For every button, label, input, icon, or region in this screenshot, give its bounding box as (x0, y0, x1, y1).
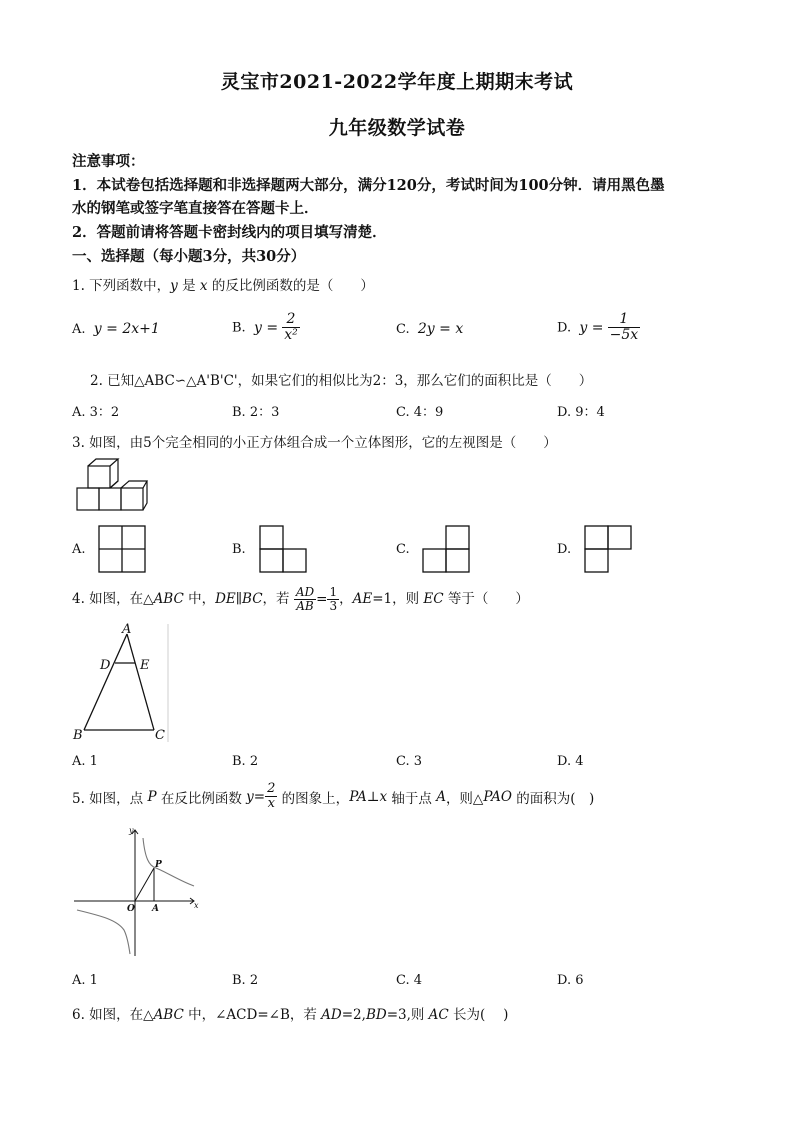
notes-line-1: 1．本试卷包括选择题和非选择题两大部分，满分120分，考试时间为100分钟．请用黑色墨 (72, 177, 665, 194)
q3-option-b: B. (232, 542, 246, 557)
notes-line-1b: 水的钢笔或签字笔直接答在答题卡上． (72, 200, 319, 217)
q5-axis-y-label: y (129, 826, 134, 835)
q2-option-c: C. 4：9 (396, 405, 444, 420)
q6-stem: 6. 如图，在△ABC 中，∠ACD=∠B，若 AD=2,BD=3,则 AC 长为( ) (72, 1007, 509, 1023)
q1-option-a: A. y = 2x+1 (72, 321, 160, 337)
q5-graph-figure (72, 826, 202, 958)
q1-stem: 1. 下列函数中，y 是 x 的反比例函数的是（ ） (72, 278, 374, 294)
q1-option-d: D. y = $\frac{1}{-5x}$ (557, 311, 639, 344)
q3-option-d: D. (557, 542, 572, 557)
q2-option-a: A. 3：2 (72, 405, 120, 420)
q4-stem: 4. 如图，在△ABC 中，DE∥BC，若 $\frac{AD}{AB}$ = $\frac{1}{3}$ ，AE=1，则 EC 等于（ ） (72, 585, 529, 614)
notes-line-2: 2．答题前请将答题卡密封线内的项目填写清楚． (72, 224, 387, 241)
q5-option-b: B. 2 (232, 973, 259, 988)
q5-point-a-label: A (152, 904, 159, 914)
q5-option-d: D. 6 (557, 973, 584, 988)
q3-cube-figure (74, 458, 148, 520)
q3-option-d-figure (584, 525, 632, 573)
notes-heading: 注意事项： (72, 153, 145, 170)
q5-option-a: A. 1 (72, 973, 98, 988)
q3-option-a: A. (72, 542, 86, 557)
q4-label-b: B (73, 728, 83, 743)
q4-option-d: D. 4 (557, 754, 584, 769)
section-heading: 一、选择题（每小题3分，共30分） (72, 248, 306, 265)
q2-option-d: D. 9：4 (557, 405, 605, 420)
q4-triangle-figure (70, 622, 172, 744)
q3-option-c-figure (422, 525, 470, 573)
q4-label-c: C (155, 728, 165, 743)
q4-option-a: A. 1 (72, 754, 98, 769)
q3-option-a-figure (98, 525, 146, 573)
q1-option-c: C. 2y = x (396, 321, 464, 337)
exam-subtitle: 九年级数学试卷 (328, 117, 466, 139)
q5-axis-x-label: x (194, 901, 199, 910)
q3-stem: 3. 如图，由5个完全相同的小正方体组合成一个立体图形，它的左视图是（ ） (72, 435, 557, 451)
q5-point-p-label: P (155, 860, 162, 870)
q5-origin-label: O (127, 904, 135, 914)
q3-option-c: C. (396, 542, 410, 557)
q4-option-b: B. 2 (232, 754, 259, 769)
q3-option-b-figure (259, 525, 307, 573)
q4-label-a: A (122, 622, 132, 637)
q5-stem: 5. 如图，点 P 在反比例函数 y= $\frac{2}{x}$ 的图象上，PA⊥x 轴于点 A，则△PAO 的面积为( ) (72, 781, 595, 812)
exam-title: 灵宝市2021-2022学年度上期期末考试 (220, 71, 574, 93)
q2-stem: 2. 已知△ABC∽△A'B'C'，如果它们的相似比为2：3，那么它们的面积比是（ ） (90, 373, 593, 389)
q1-option-b: B. y = $\frac{2}{\text{x²}}$ (232, 311, 298, 344)
q4-option-c: C. 3 (396, 754, 423, 769)
q5-option-c: C. 4 (396, 973, 423, 988)
q4-label-d: D (100, 658, 111, 673)
q2-option-b: B. 2：3 (232, 405, 280, 420)
q4-label-e: E (140, 658, 150, 673)
